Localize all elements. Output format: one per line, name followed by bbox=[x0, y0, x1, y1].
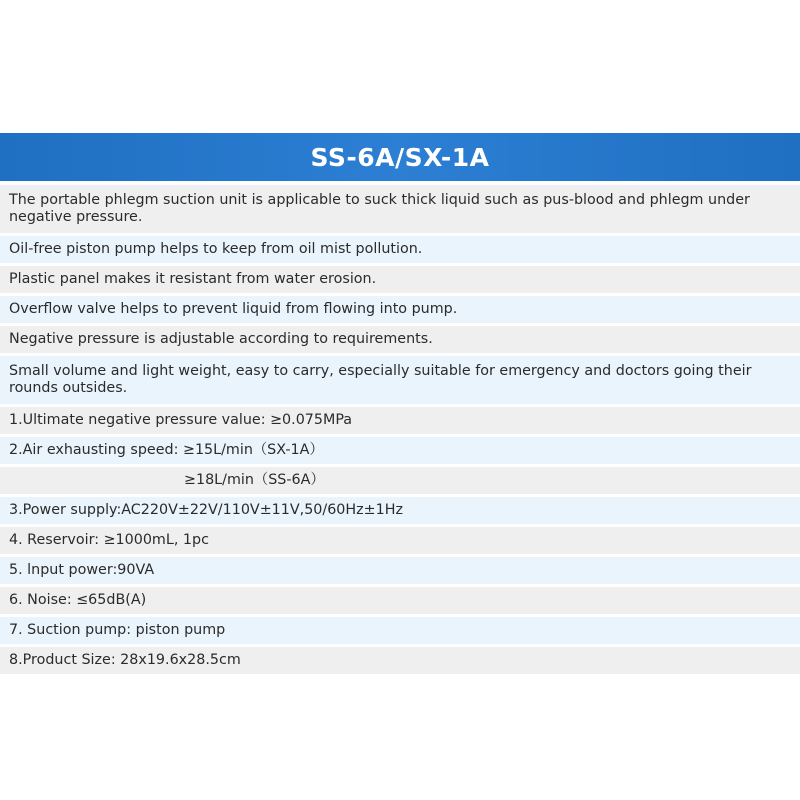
spec-table bbox=[0, 185, 800, 677]
spec-text: 5. lnput power:90VA bbox=[9, 562, 155, 578]
feature-text: Small volume and light weight, easy to carry, especially suitable for emergency and doctors going their rounds outsides. bbox=[9, 363, 752, 396]
spec-row-continued bbox=[0, 467, 800, 497]
spec-row bbox=[0, 647, 800, 677]
spec-text: 6. Noise: ≤65dB(A) bbox=[9, 592, 147, 608]
feature-row bbox=[0, 266, 800, 296]
product-title: SS-6A/SX-1A bbox=[310, 142, 490, 172]
spec-row bbox=[0, 437, 800, 467]
spec-text: 3.Power supply:AC220V±22V/110V±11V,50/60Hz±1Hz bbox=[9, 502, 403, 518]
spec-text: 4. Reservoir: ≥1000mL, 1pc bbox=[9, 532, 209, 548]
title-bar bbox=[0, 133, 800, 185]
feature-text: Negative pressure is adjustable according to requirements. bbox=[9, 331, 433, 347]
feature-text: Plastic panel makes it resistant from water erosion. bbox=[9, 271, 377, 287]
feature-text: Oil-free piston pump helps to keep from oil mist pollution. bbox=[9, 241, 423, 257]
spec-row bbox=[0, 557, 800, 587]
spec-row bbox=[0, 497, 800, 527]
spec-text: 8.Product Size: 28x19.6x28.5cm bbox=[9, 652, 241, 668]
feature-row bbox=[0, 185, 800, 236]
spec-text: 2.Air exhausting speed: ≥15L/min（SX-1A） bbox=[9, 442, 324, 458]
spec-text: ≥18L/min（SS-6A） bbox=[184, 472, 325, 488]
spec-text: 7. Suction pump: piston pump bbox=[9, 622, 226, 638]
spec-row bbox=[0, 527, 800, 557]
feature-text: The portable phlegm suction unit is applicable to suck thick liquid such as pus-blood and phlegm under negative pressure. bbox=[9, 192, 750, 225]
spec-row bbox=[0, 587, 800, 617]
feature-row bbox=[0, 356, 800, 407]
feature-row bbox=[0, 236, 800, 266]
spec-text: 1.Ultimate negative pressure value: ≥0.075MPa bbox=[9, 412, 353, 428]
spec-sheet bbox=[0, 133, 800, 677]
feature-text: Overflow valve helps to prevent liquid from flowing into pump. bbox=[9, 301, 458, 317]
spec-row bbox=[0, 407, 800, 437]
spec-row bbox=[0, 617, 800, 647]
feature-row bbox=[0, 326, 800, 356]
feature-row bbox=[0, 296, 800, 326]
